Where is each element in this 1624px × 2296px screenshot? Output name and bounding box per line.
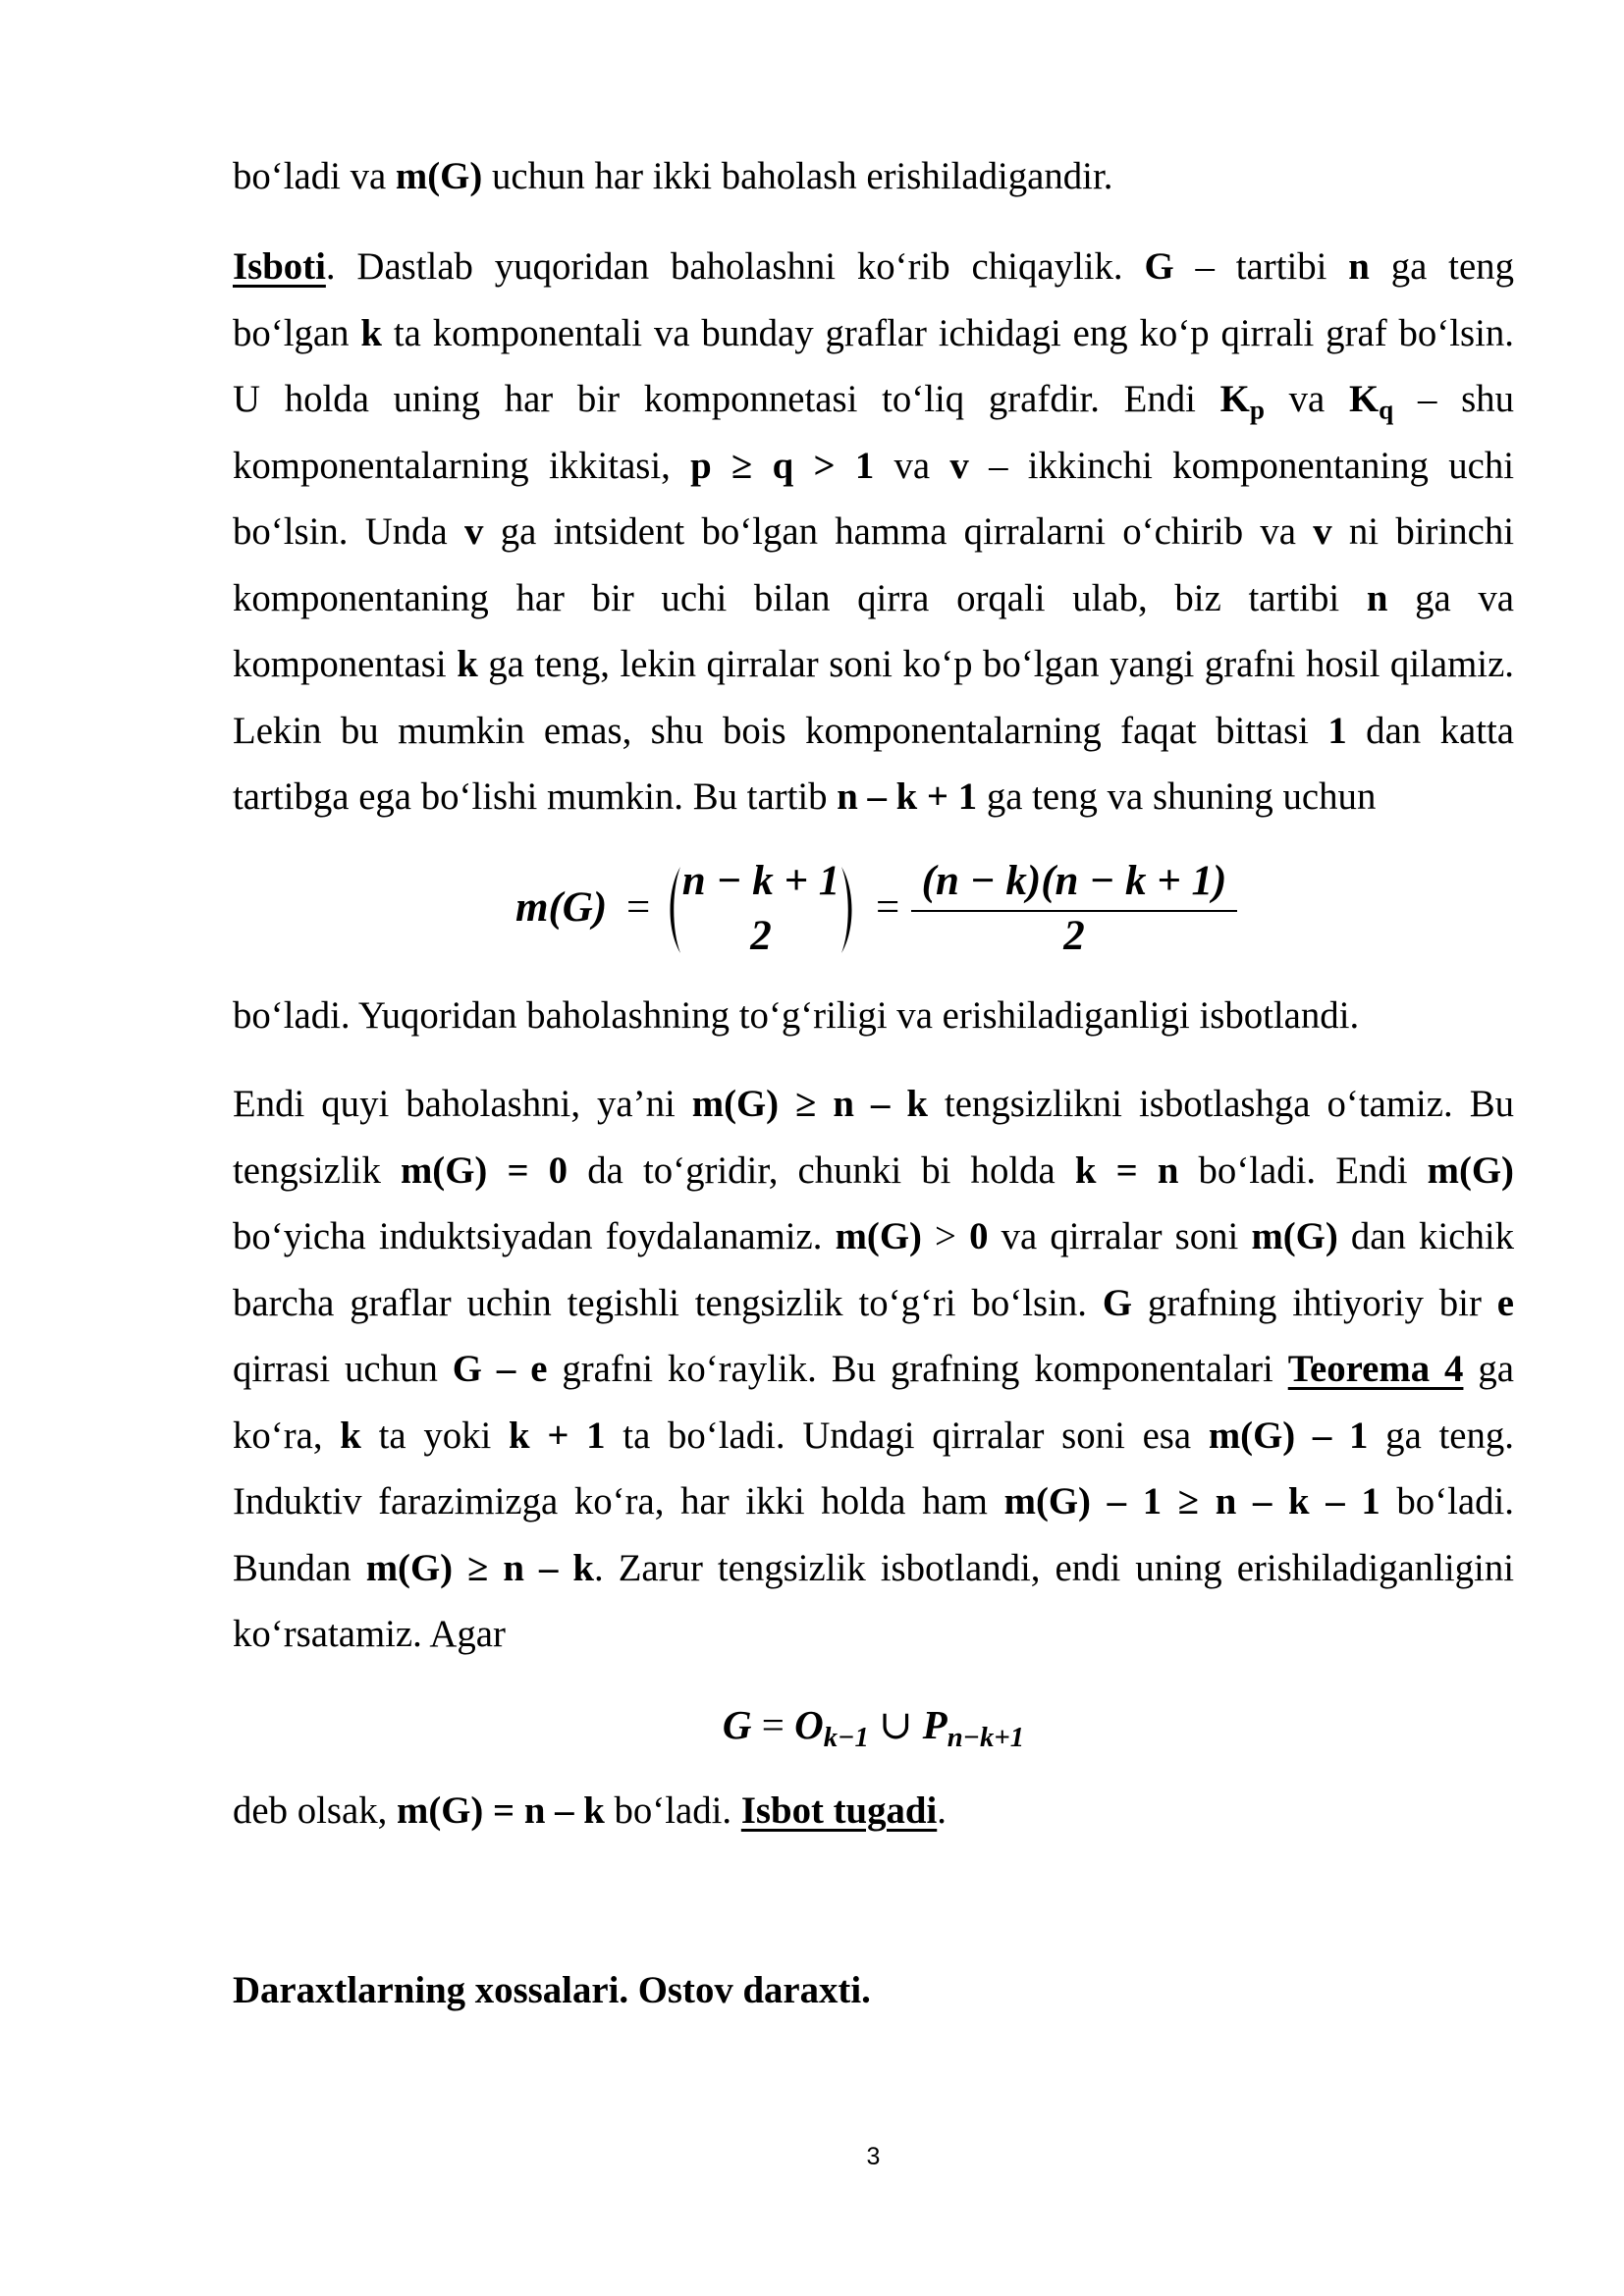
bold-term: k = n bbox=[1074, 1148, 1179, 1192]
text-line bbox=[233, 631, 1514, 698]
extremal-graph-formula bbox=[233, 1692, 1514, 1759]
text-line bbox=[233, 764, 1514, 830]
page-number: 3 bbox=[866, 2143, 881, 2170]
text-run: bo‘ladi va bbox=[233, 155, 396, 197]
text-run: – ikkinchi komponentaning uchi bbox=[968, 444, 1514, 487]
text-line bbox=[233, 366, 1514, 433]
text-run: Bundan bbox=[233, 1546, 366, 1589]
text-line bbox=[233, 234, 1514, 300]
text-run: ga teng, lekin qirralar soni ko‘p bo‘lgan yangi grafni hosil qilamiz. bbox=[477, 643, 1514, 685]
text-run: komponentasi bbox=[233, 643, 458, 685]
bold-term: G bbox=[722, 1702, 752, 1747]
text-run: deb olsak, bbox=[233, 1789, 398, 1832]
text-run: > bbox=[921, 1215, 970, 1257]
text-run: ∪ bbox=[868, 1702, 923, 1747]
text-run: barcha graflar uchin tegishli tengsizlik to‘g‘ri bo‘lsin. bbox=[233, 1281, 1103, 1324]
text-run: Lekin bu mumkin emas, shu bois komponentalarning faqat bittasi bbox=[233, 709, 1328, 752]
subscript: k−1 bbox=[823, 1722, 869, 1754]
bold-term: K bbox=[1348, 378, 1380, 420]
right-paren-icon bbox=[840, 866, 856, 954]
text-run: bo‘yicha induktsiyadan foydalanamiz. bbox=[233, 1215, 836, 1257]
text-line bbox=[233, 300, 1514, 367]
underlined-term: Isboti bbox=[233, 245, 326, 288]
bold-term: n bbox=[1366, 576, 1388, 619]
text-run: grafning ihtiyoriy bir bbox=[1132, 1281, 1497, 1324]
subscript: q bbox=[1379, 395, 1394, 425]
text-line bbox=[233, 433, 1514, 500]
text-run: ga intsident bo‘lgan hamma qirralarni o‘chirib va bbox=[483, 510, 1314, 553]
bold-term: n – k + 1 bbox=[837, 775, 978, 818]
text-run: va bbox=[1264, 378, 1349, 420]
bold-term: m(G) bbox=[1427, 1148, 1514, 1192]
text-line bbox=[233, 1468, 1514, 1535]
text-run: U holda uning har bir komponnetasi to‘liq grafdir. Endi bbox=[233, 378, 1220, 420]
text-run: ko‘ra, bbox=[233, 1414, 341, 1457]
text-line bbox=[233, 1336, 1514, 1403]
text-run: komponentalarning ikkitasi, bbox=[233, 444, 691, 487]
text-run: tengsizlikni isbotlashga o‘tamiz. Bu bbox=[927, 1083, 1514, 1125]
bold-term: k bbox=[457, 643, 478, 685]
underlined-term: Isbot tugadi bbox=[740, 1789, 938, 1832]
text-line bbox=[233, 1601, 1514, 1668]
text-line bbox=[233, 565, 1514, 632]
text-run: qirrasi uchun bbox=[233, 1348, 453, 1390]
conclusion-paragraph bbox=[233, 1778, 1514, 1844]
text-run: ga teng. bbox=[1368, 1414, 1515, 1457]
text-line bbox=[233, 1071, 1514, 1138]
text-run: ga teng bbox=[1369, 245, 1514, 288]
text-line bbox=[233, 1138, 1514, 1204]
bold-term: m(G) = n – k bbox=[397, 1789, 605, 1832]
binomial-top: n − k + 1 bbox=[681, 858, 840, 904]
text-run: Endi quyi baholashni, ya’ni bbox=[233, 1083, 692, 1125]
subscript: n−k+1 bbox=[947, 1722, 1025, 1754]
bold-term: p ≥ q > 1 bbox=[690, 444, 875, 487]
text-line bbox=[233, 1535, 1514, 1602]
bold-term: K bbox=[1219, 378, 1250, 420]
text-run: komponentaning har bir uchi bilan qirra orqali ulab, biz tartibi bbox=[233, 576, 1367, 619]
text-run: bo‘ladi. Yuqoridan baholashning to‘g‘riligi va erishiladiganligi isbotlandi. bbox=[233, 994, 1360, 1037]
text-run: ta bo‘ladi. Undagi qirralar soni esa bbox=[605, 1414, 1209, 1457]
bold-term: G – e bbox=[452, 1348, 548, 1390]
fraction-numerator: (n − k)(n − k + 1) bbox=[921, 858, 1227, 904]
text-line bbox=[233, 1403, 1514, 1469]
text-run: dan katta bbox=[1346, 709, 1515, 752]
text-line bbox=[233, 1692, 1514, 1759]
bold-term: e bbox=[1496, 1281, 1514, 1324]
text-run: . bbox=[937, 1789, 947, 1832]
bold-term: v bbox=[949, 444, 969, 487]
proof-paragraph bbox=[233, 234, 1514, 830]
text-run: tartibga ega bo‘lishi mumkin. Bu tartib bbox=[233, 775, 838, 818]
bold-term: m(G) bbox=[835, 1215, 922, 1257]
text-run: . Dastlab yuqoridan baholashni ko‘rib chiqaylik. bbox=[325, 245, 1145, 288]
text-run: bo‘ladi. bbox=[604, 1789, 741, 1832]
bold-term: m(G) – 1 bbox=[1208, 1414, 1369, 1457]
text-run: da to‘gridir, chunki bi holda bbox=[568, 1148, 1075, 1192]
fraction-denominator: 2 bbox=[1063, 913, 1085, 959]
bold-term: m(G) – 1 ≥ n – k – 1 bbox=[1003, 1480, 1380, 1522]
text-run: – tartibi bbox=[1173, 245, 1349, 288]
bold-term: P bbox=[922, 1702, 947, 1747]
underlined-term: Teorema 4 bbox=[1287, 1348, 1464, 1390]
text-run: bo‘ladi. bbox=[1380, 1480, 1514, 1522]
text-line bbox=[233, 1778, 1514, 1844]
text-run: . Zarur tengsizlik isbotlandi, endi uning erishiladiganligini bbox=[593, 1546, 1514, 1589]
text-run: ta komponentali va bunday graflar ichidagi eng ko‘p qirrali graf bo‘lsin. bbox=[381, 311, 1514, 354]
bold-term: v bbox=[1313, 510, 1332, 553]
text-run: va qirralar soni bbox=[988, 1215, 1252, 1257]
lower-bound-paragraph bbox=[233, 1071, 1514, 1668]
text-run: grafni ko‘raylik. Bu grafning komponentalari bbox=[547, 1348, 1288, 1390]
bold-term: v bbox=[464, 510, 484, 553]
bold-term: 1 bbox=[1327, 709, 1347, 752]
text-line bbox=[233, 1957, 1514, 2024]
bold-term: m(G) = 0 bbox=[400, 1148, 568, 1192]
text-run: uchun har ikki baholash erishiladigandir. bbox=[482, 155, 1113, 197]
section-heading bbox=[233, 1957, 1514, 2024]
text-run: ga bbox=[1463, 1348, 1514, 1390]
after-formula-paragraph bbox=[233, 983, 1514, 1049]
bold-term: G bbox=[1144, 245, 1174, 288]
equals-sign: = bbox=[876, 884, 900, 931]
text-run: ni birinchi bbox=[1331, 510, 1515, 553]
text-run: bo‘lgan bbox=[233, 311, 361, 354]
text-line bbox=[233, 143, 1514, 210]
bold-term: 0 bbox=[969, 1215, 989, 1257]
text-run: ga va bbox=[1387, 576, 1514, 619]
bold-term: k bbox=[340, 1414, 361, 1457]
text-run: tengsizlik bbox=[233, 1148, 401, 1192]
continuation-paragraph bbox=[233, 143, 1514, 210]
bold-term: n bbox=[1348, 245, 1370, 288]
formula-lhs: m(G) bbox=[515, 884, 608, 931]
bold-term: m(G) ≥ n – k bbox=[365, 1546, 594, 1589]
text-run: dan kichik bbox=[1337, 1215, 1515, 1257]
binomial-formula bbox=[511, 844, 1257, 972]
bold-term: k bbox=[360, 311, 382, 354]
bold-term: m(G) bbox=[395, 155, 483, 197]
text-run: = bbox=[751, 1702, 795, 1747]
text-run: ta yoki bbox=[360, 1414, 510, 1457]
text-line bbox=[233, 1203, 1514, 1270]
bold-term: O bbox=[794, 1702, 824, 1747]
text-run: bo‘ladi. Endi bbox=[1178, 1148, 1428, 1192]
text-run: ga teng va shuning uchun bbox=[977, 775, 1377, 818]
text-run: Induktiv farazimizga ko‘ra, har ikki holda ham bbox=[233, 1480, 1004, 1522]
text-run: va bbox=[874, 444, 950, 487]
bold-term: G bbox=[1102, 1281, 1133, 1324]
text-line bbox=[233, 499, 1514, 565]
text-line bbox=[233, 698, 1514, 765]
text-run: ko‘rsatamiz. Agar bbox=[233, 1613, 506, 1655]
binomial-bottom: 2 bbox=[750, 913, 772, 959]
text-run: – shu bbox=[1393, 378, 1514, 420]
subscript: p bbox=[1249, 395, 1265, 425]
bold-term: m(G) bbox=[1251, 1215, 1338, 1257]
bold-term: k + 1 bbox=[509, 1414, 606, 1457]
bold-term: m(G) ≥ n – k bbox=[691, 1083, 928, 1125]
equals-sign: = bbox=[626, 884, 651, 931]
text-run: bo‘lsin. Unda bbox=[233, 510, 465, 553]
bold-term: Daraxtlarning xossalari. Ostov daraxti. bbox=[233, 1969, 871, 2011]
text-line bbox=[233, 1270, 1514, 1337]
text-line bbox=[233, 983, 1514, 1049]
